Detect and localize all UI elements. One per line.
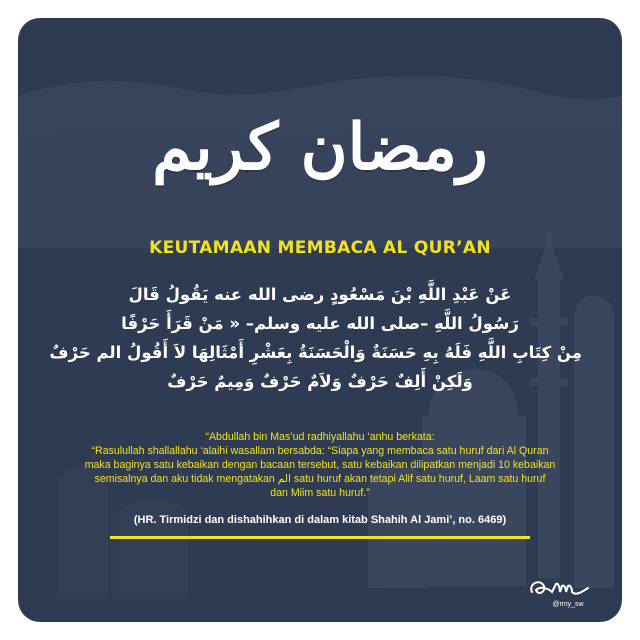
translation-text [48,430,592,500]
hadith-reference: (HR. Tirmidzi dan dishahihkan di dalam kitab Shahih Al Jami’, no. 6469) [133,514,507,526]
watermark-handle: @rmy_sw [552,601,584,608]
page-title: KEUTAMAAN MEMBACA AL QUR’AN [149,238,491,258]
translation-line: “Rasulullah shallallahu ‘alaihi wasallam bersabda: “Siapa yang membaca satu huruf dari Al Quran [91,445,549,457]
signature-logo [526,574,596,604]
arabic-line: وَلَكِنْ أَلِفٌ حَرْفٌ وَلاَمٌ حَرْفٌ وَمِيمٌ حَرْفٌ [167,372,473,391]
translation-line: “Abdullah bin Mas’ud radhiyallahu ‘anhu berkata: [205,431,435,443]
poster-card [18,18,622,622]
translation-line: semisalnya dan aku tidak mengatakan الم satu huruf akan tetapi Alif satu huruf, Laam satu huruf [94,473,546,485]
arabic-line: عَنْ عَبْدِ اللَّهِ بْنَ مَسْعُودٍ رضى الله عنه يَقُولُ قَالَ [128,285,512,304]
arabic-line: مِنْ كِتَابِ اللَّهِ فَلَهُ بِهِ حَسَنَةٌ وَالْحَسَنَةُ بِعَشْرِ أَمْثَالِهَا لاَ أَقُولُ الم حَرْفٌ [49,343,582,362]
divider [110,536,530,539]
arabic-line: رَسُولُ اللَّهِ –صلى الله عليه وسلم– « مَنْ قَرَأَ حَرْفًا [121,314,519,333]
ramadan-kareem-calligraphy: رمضان كريم [152,110,488,185]
arabic-hadith-text [49,280,582,396]
translation-line: dan Miim satu huruf.” [270,487,370,499]
translation-line: maka baginya satu kebaikan dengan bacaan tersebut, satu kebaikan dilipatkan menjadi 10 kebaikan [84,459,556,471]
